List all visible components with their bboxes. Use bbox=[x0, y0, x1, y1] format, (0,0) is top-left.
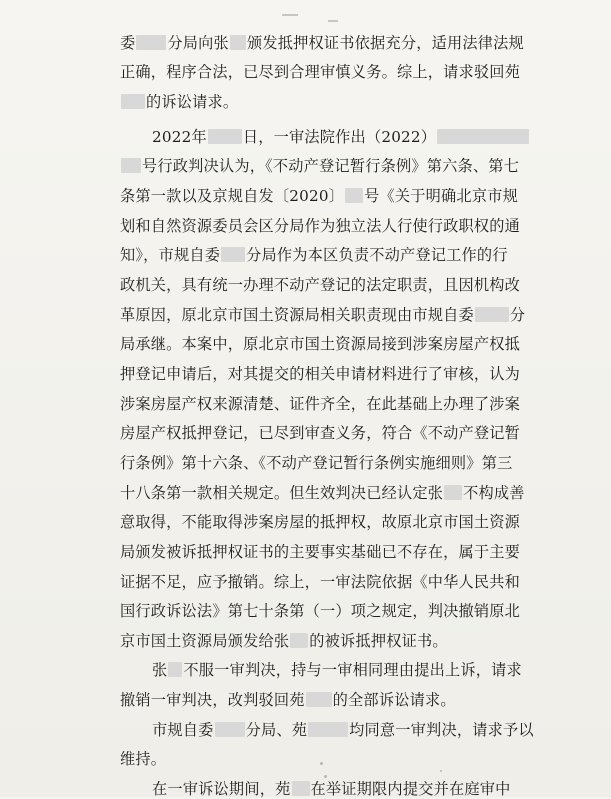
text-segment: 条第一款以及京规自发〔2020〕 bbox=[120, 187, 345, 205]
text-segment: 革原因，原北京市国土资源局相关职责现由市规自委 bbox=[120, 306, 474, 324]
text-line bbox=[120, 275, 520, 295]
text-line bbox=[120, 62, 520, 82]
redaction-mask bbox=[290, 633, 308, 648]
text-line bbox=[120, 512, 520, 532]
text-segment: 市规自委 bbox=[152, 721, 214, 739]
scan-mark bbox=[328, 20, 338, 22]
text-segment: 划和自然资源委员会区分局作为独立法人行使行政职权的通 bbox=[120, 217, 521, 235]
text-segment: 分局、苑 bbox=[245, 721, 308, 739]
text-line bbox=[120, 216, 520, 236]
redaction-mask bbox=[475, 307, 509, 322]
text-segment: 分局向张 bbox=[167, 34, 229, 52]
redaction-mask bbox=[292, 781, 310, 796]
text-segment: 在一审诉讼期间，苑 bbox=[152, 780, 291, 798]
text-segment: 涉案房屋产权来源清楚、证件齐全，在此基础上办理了涉案 bbox=[120, 395, 521, 413]
text-line bbox=[152, 779, 511, 799]
text-segment: 京市国土资源局颁发给张 bbox=[120, 632, 290, 650]
redaction-mask bbox=[230, 35, 246, 50]
text-line bbox=[120, 245, 508, 265]
text-segment: 颁发抵押权证书依据充分，适用法律法规 bbox=[246, 34, 524, 52]
text-segment: 房屋产权抵押登记，已尽到审查义务，符合《不动产登记暂 bbox=[120, 424, 521, 442]
text-segment: 正确，程序合法，已尽到合理审慎义务。综上，请求驳回苑 bbox=[120, 63, 521, 81]
text-segment: 不服一审判决，持与一审相同理由提出上诉，请求 bbox=[183, 661, 522, 679]
text-line bbox=[120, 364, 520, 384]
text-line bbox=[120, 483, 525, 503]
text-segment: 张 bbox=[152, 661, 168, 679]
text-line bbox=[120, 186, 518, 206]
text-segment: 政机关，具有统一办理不动产登记的法定职责，且因机构改 bbox=[120, 276, 521, 294]
text-line bbox=[120, 92, 238, 112]
text-segment: 知》，市规自委 bbox=[120, 246, 221, 264]
redaction-mask bbox=[345, 188, 363, 203]
text-line bbox=[120, 394, 520, 414]
redaction-mask bbox=[121, 94, 145, 109]
text-segment: 2022年 bbox=[152, 128, 207, 146]
text-segment: 在举证期限内提交并在庭审中 bbox=[310, 780, 511, 798]
text-line bbox=[152, 720, 534, 740]
text-segment: 不构成善 bbox=[463, 484, 525, 502]
text-segment: 押登记申请后，对其提交的相关申请材料进行了审核，认为 bbox=[120, 365, 521, 383]
text-segment: 分 bbox=[509, 306, 526, 324]
scan-speck bbox=[320, 762, 323, 765]
text-segment: 证据不足，应予撤销。综上，一审法院依据《中华人民共和 bbox=[120, 573, 521, 591]
redaction-mask bbox=[306, 692, 332, 707]
text-line bbox=[120, 690, 456, 710]
redaction-mask bbox=[437, 129, 529, 144]
redaction-mask bbox=[208, 129, 242, 144]
text-segment: 国行政诉讼法》第七十条第（一）项之规定，判决撤销原北 bbox=[120, 602, 521, 620]
text-segment: 委 bbox=[120, 34, 136, 52]
text-line bbox=[120, 453, 512, 473]
text-segment: 号《关于明确北京市规 bbox=[364, 187, 518, 205]
scan-speck bbox=[440, 770, 442, 772]
redaction-mask bbox=[221, 247, 245, 262]
scan-mark bbox=[282, 14, 298, 16]
text-segment: 的诉讼请求。 bbox=[146, 93, 239, 111]
text-segment: 的全部诉讼请求。 bbox=[332, 691, 456, 709]
text-segment: 十八条第一款相关规定。但生效判决已经认定张 bbox=[120, 484, 444, 502]
text-line bbox=[120, 572, 520, 592]
text-line bbox=[120, 601, 520, 621]
text-line bbox=[152, 660, 522, 680]
text-line bbox=[120, 631, 448, 651]
text-line bbox=[120, 33, 524, 53]
text-segment: 局承继。本案中，原北京市国土资源局接到涉案房屋产权抵 bbox=[120, 335, 521, 353]
text-segment: 意取得，不能取得涉案房屋的抵押权，故原北京市国土资源 bbox=[120, 513, 521, 531]
scan-speck bbox=[324, 775, 327, 778]
text-line bbox=[120, 156, 519, 176]
text-line bbox=[120, 749, 166, 769]
text-segment: 号行政判决认为，《不动产登记暂行条例》第六条、第七 bbox=[142, 157, 520, 175]
text-line bbox=[120, 542, 520, 562]
text-segment: 的被诉抵押权证书。 bbox=[309, 632, 448, 650]
text-segment: 维持。 bbox=[120, 750, 167, 768]
text-segment: 均同意一审判决，请求予以 bbox=[349, 721, 534, 739]
text-segment: 行条例》第十六条、《不动产登记暂行条例实施细则》第三 bbox=[120, 454, 513, 472]
redaction-mask bbox=[215, 722, 245, 737]
redaction-mask bbox=[444, 485, 462, 500]
redaction-mask bbox=[121, 158, 141, 173]
redaction-mask bbox=[308, 722, 348, 737]
text-segment: 日，一审法院作出（2022） bbox=[242, 128, 437, 146]
text-line bbox=[152, 127, 530, 147]
text-segment: 撤销一审判决，改判驳回苑 bbox=[120, 691, 305, 709]
text-line bbox=[120, 305, 525, 325]
redaction-mask bbox=[168, 662, 182, 677]
text-line bbox=[120, 334, 520, 354]
redaction-mask bbox=[136, 35, 166, 50]
text-segment: 分局作为本区负责不动产登记工作的行 bbox=[246, 246, 508, 264]
text-segment: 局颁发被诉抵押权证书的主要事实基础已不存在，属于主要 bbox=[120, 543, 521, 561]
text-line bbox=[120, 423, 520, 443]
